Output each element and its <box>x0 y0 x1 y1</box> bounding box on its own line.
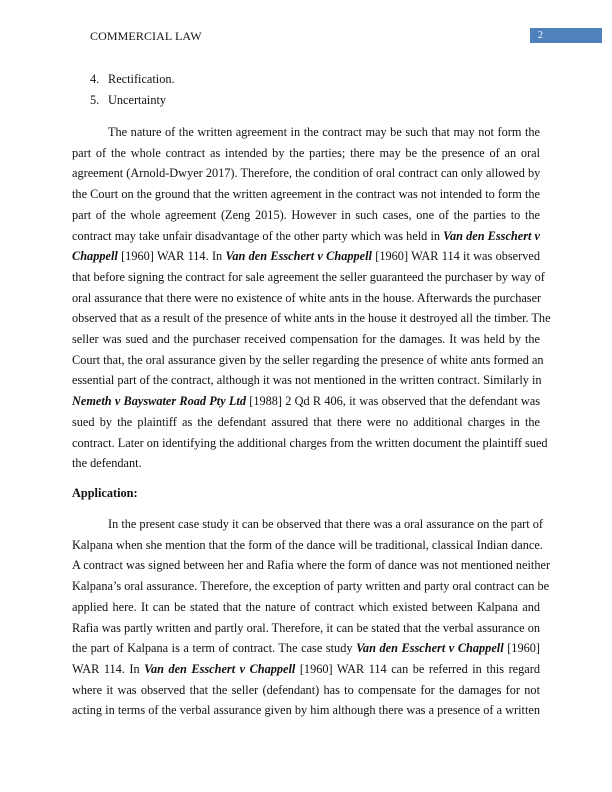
text-line <box>72 372 540 388</box>
text-line <box>72 537 543 553</box>
list-item <box>90 72 175 87</box>
text-segment: In the present case study it can be observed that there was a oral assurance on the part of <box>108 517 544 531</box>
text-segment: [1960] WAR 114 can be referred in this regard <box>295 661 540 676</box>
text-line <box>72 186 540 202</box>
text-line <box>108 516 544 532</box>
text-line <box>72 269 545 285</box>
text-line <box>72 290 540 306</box>
text-segment: the part of Kalpana is a term of contract. The case study <box>72 641 357 656</box>
case-citation: Van den Esschert v Chappell <box>225 249 372 264</box>
text-line <box>72 682 540 698</box>
list-item <box>90 93 166 108</box>
text-segment: oral assurance that there were no existence of white ants in the house. Afterwards the purchaser <box>72 290 542 305</box>
text-segment: sued by the plaintiff as the defendant assured that there were no additional charges in the <box>72 414 540 429</box>
section-heading: Application: <box>72 486 138 500</box>
header-title: COMMERCIAL LAW <box>90 29 202 43</box>
text-segment: Rafia was partly written and partly oral. Therefore, it can be stated that the verbal assurance on <box>72 620 540 635</box>
text-line <box>72 393 540 409</box>
case-citation: Van den Esschert v <box>443 228 540 243</box>
text-line <box>72 414 540 430</box>
text-line <box>72 352 544 368</box>
text-line <box>72 599 540 615</box>
case-citation: Van den Esschert v Chappell <box>144 661 296 676</box>
text-line <box>72 165 540 181</box>
text-segment: The nature of the written agreement in the contract may be such that may not form the <box>108 125 540 139</box>
text-line <box>72 331 540 347</box>
list-text: Rectification. <box>108 72 175 86</box>
text-line <box>72 661 540 677</box>
text-segment: seller was sued and the purchaser received compensation for the damages. It was held by the <box>72 332 540 346</box>
text-segment: acting in terms of the verbal assurance given by him although there was a presence of a written <box>72 703 540 718</box>
text-line <box>72 557 551 573</box>
case-citation: Van den Esschert v Chappell <box>356 641 504 656</box>
case-citation: Nemeth v Bayswater Road Pty Ltd <box>72 394 246 409</box>
text-line <box>72 640 540 656</box>
text-segment: contract may take unfair disadvantage of the other party which was held in <box>72 228 444 243</box>
text-segment: [1960] WAR 114 it was observed <box>371 249 540 264</box>
text-segment: the Court on the ground that the written agreement in the contract was not intended to form the <box>72 187 540 202</box>
text-line <box>72 435 548 451</box>
text-segment: part of the whole contract as intended by the parties; there may be the presence of an oral <box>72 145 540 160</box>
text-segment: part of the whole agreement (Zeng 2015). However in such cases, one of the parties to the <box>72 207 540 222</box>
case-citation: Chappell <box>72 249 118 264</box>
text-segment: that before signing the contract for sale agreement the seller guaranteed the purchaser by way of <box>72 269 545 284</box>
text-line <box>72 310 551 326</box>
list-number: 4. <box>90 72 100 86</box>
text-segment: WAR 114. In <box>72 661 145 676</box>
text-segment: [1988] 2 Qd R 406, it was observed that the defendant was <box>246 394 540 409</box>
page-number: 2 <box>530 28 602 43</box>
text-segment: observed that as a result of the presence of white ants in the house it destroyed all the timber. The <box>72 311 551 326</box>
text-line <box>72 248 540 264</box>
text-line <box>72 228 540 244</box>
text-segment: contract. Later on identifying the additional charges from the written document the plaintiff sued <box>72 435 548 450</box>
text-segment: [1960] WAR 114. In <box>117 249 226 264</box>
text-line <box>72 702 540 718</box>
text-line <box>72 578 550 594</box>
text-segment: essential part of the contract, although it was not mentioned in the written contract. Similarly in <box>72 373 542 388</box>
text-segment: Kalpana when she mention that the form of the dance will be traditional, classical Indian dance. <box>72 537 543 552</box>
list-number: 5. <box>90 93 100 107</box>
text-segment: Court that, the oral assurance given by the seller regarding the presence of white ants formed an <box>72 352 544 367</box>
text-segment: the defendant. <box>72 456 142 471</box>
text-line <box>108 124 540 140</box>
text-line <box>72 145 540 161</box>
text-segment: where it was observed that the seller (defendant) has to compensate for the damages for not <box>72 682 540 697</box>
text-segment: agreement (Arnold-Dwyer 2017). Therefore, the condition of oral contract can only allowed by <box>72 166 541 181</box>
text-segment: [1960] <box>503 641 540 656</box>
text-line <box>72 455 540 471</box>
text-segment: Kalpana’s oral assurance. Therefore, the exception of party written and party oral contract can be <box>72 579 550 594</box>
text-line <box>72 620 540 636</box>
list-text: Uncertainty <box>108 93 167 107</box>
text-segment: A contract was signed between her and Rafia where the form of dance was not mentioned neither <box>72 558 551 573</box>
text-line <box>72 207 540 223</box>
text-segment: applied here. It can be stated that the nature of contract which existed between Kalpana and <box>72 599 540 614</box>
